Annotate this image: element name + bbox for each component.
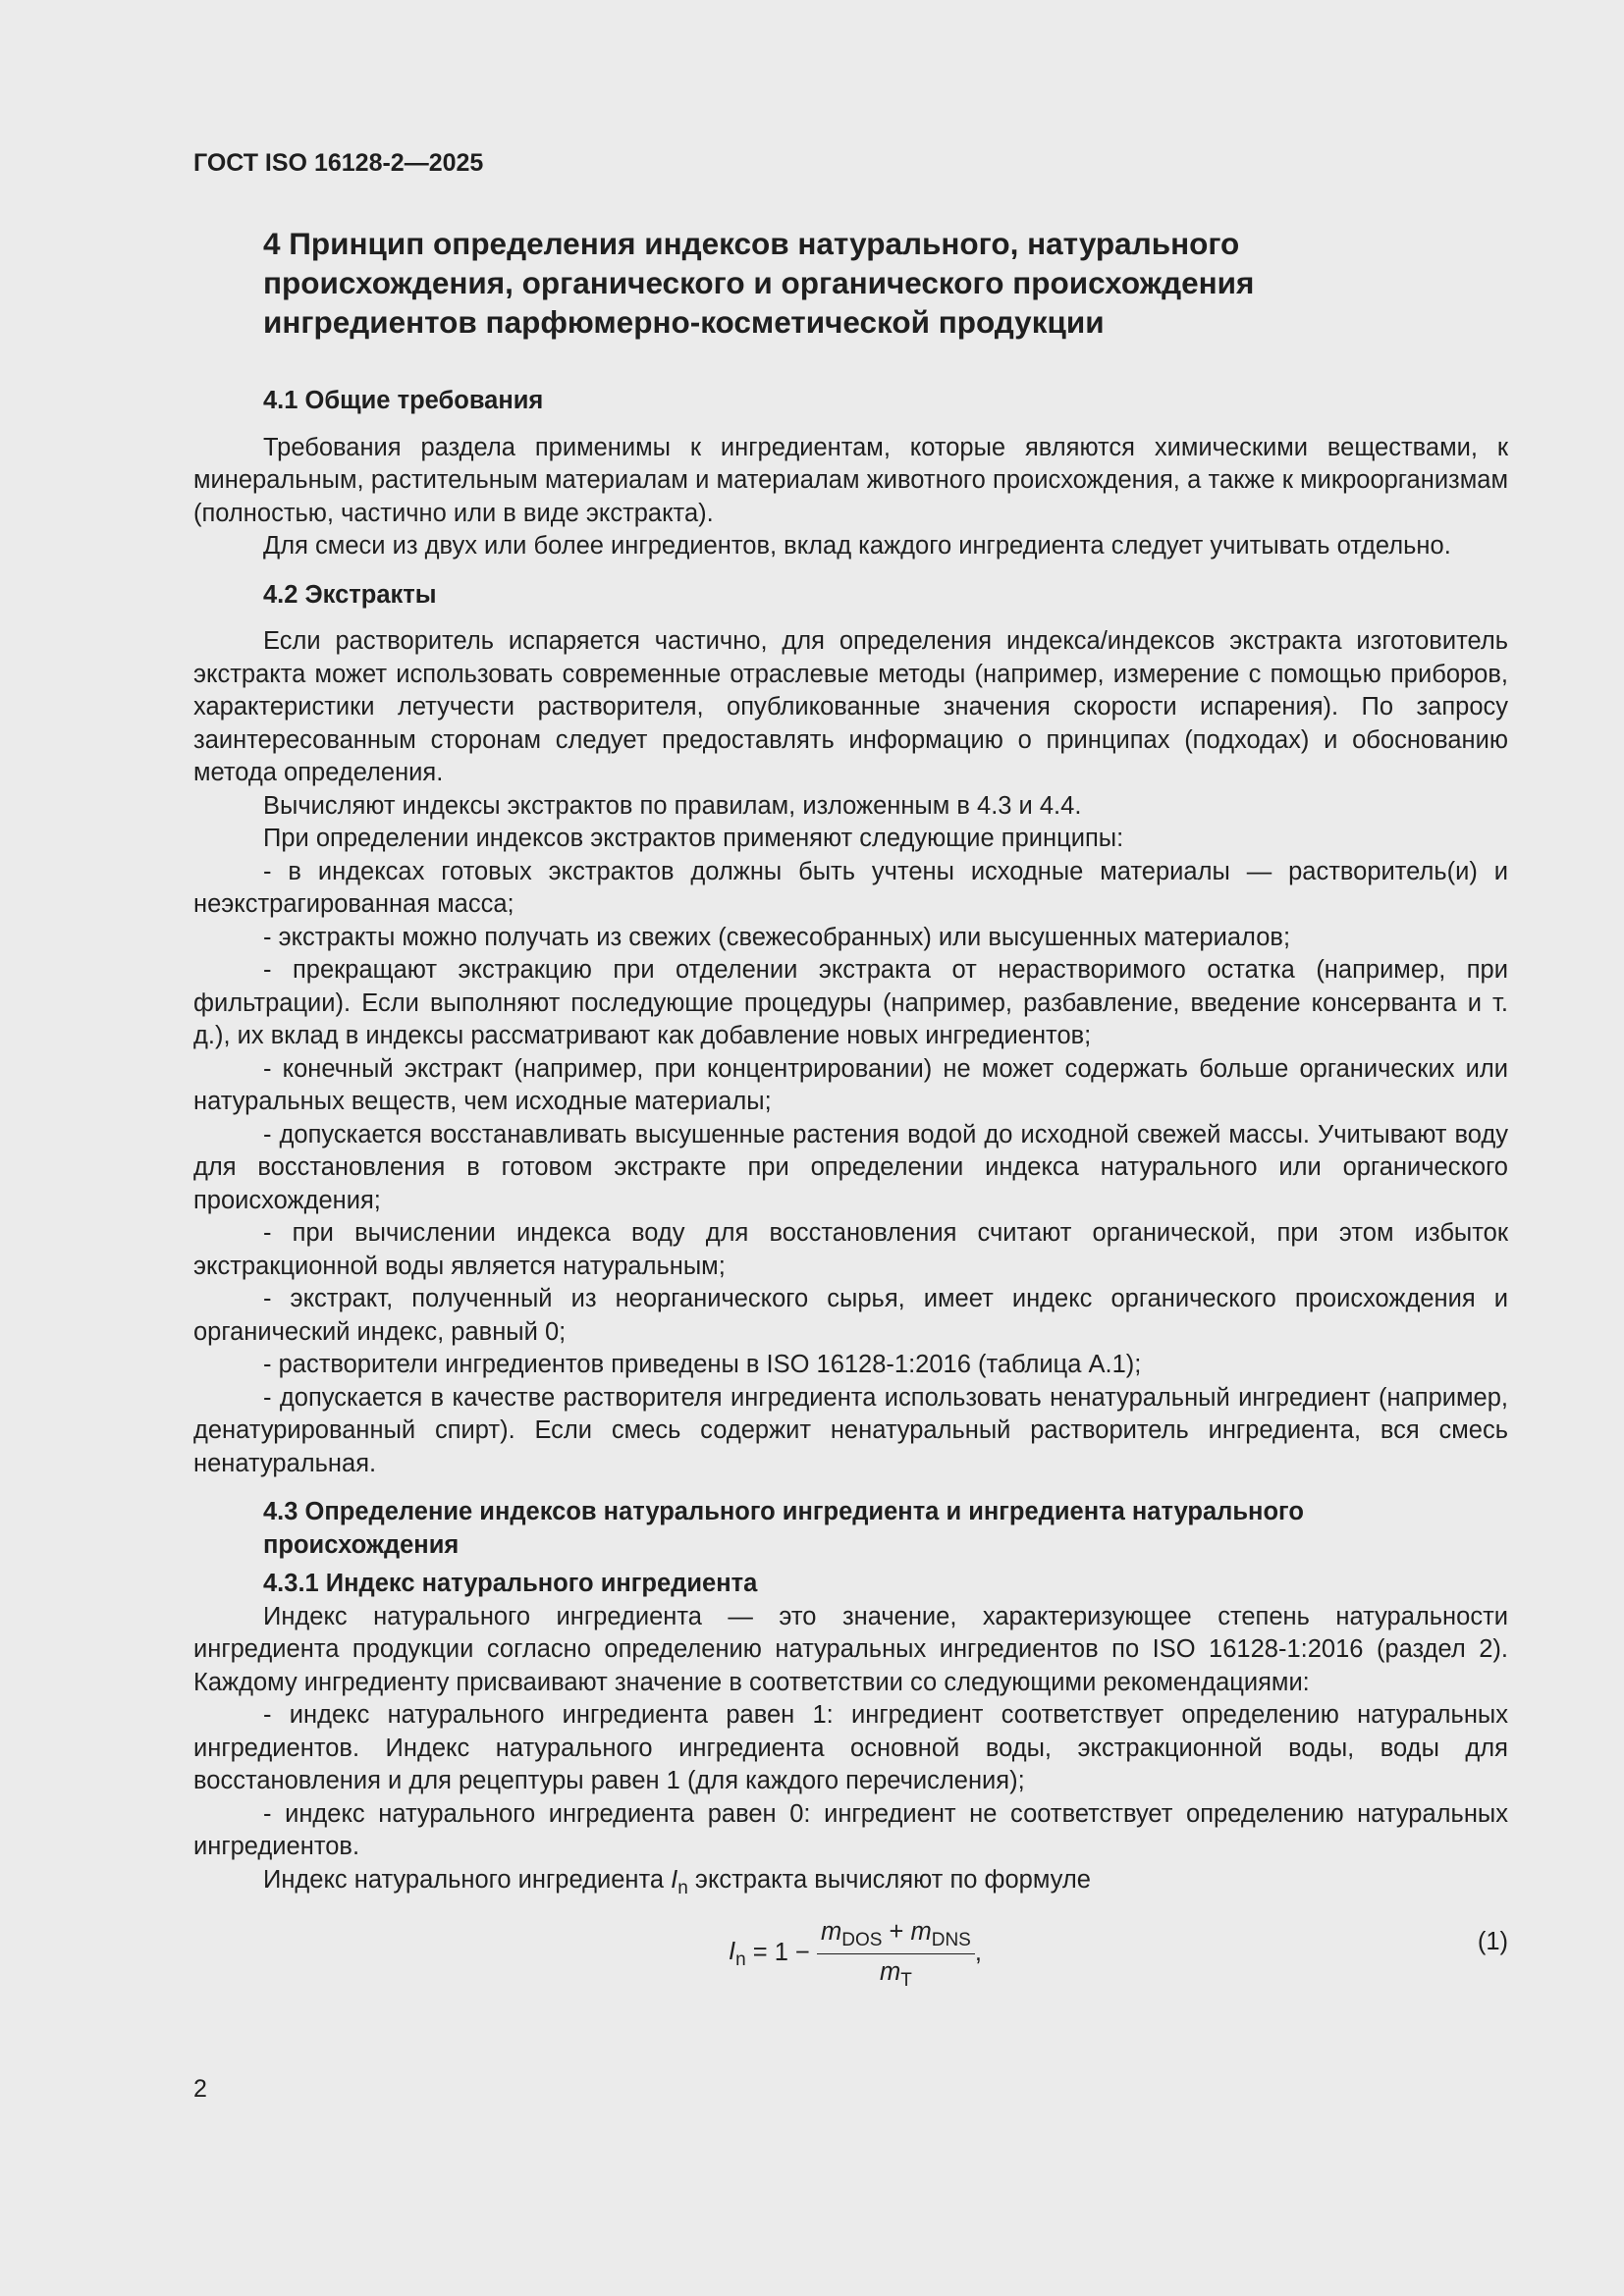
subsection-title-4-3-1: 4.3.1 Индекс натурального ингредиента: [263, 1570, 758, 1597]
subsection-title-4-3: [263, 1496, 1508, 1562]
list-item: - экстракт, полученный из неорганического сырья, имеет индекс органического происхождения и органический индекс, равный 0;: [193, 1285, 1508, 1346]
formula-numerator: $m_{DOS} + m_{DNS}$: [817, 1916, 975, 1954]
list-item: - конечный экстракт (например, при концентрировании) не может содержать больше органических или натуральных веществ, чем исходные материалы;: [193, 1054, 1508, 1115]
paragraph: Индекс натурального ингредиента — это значение, характеризующее степень натуральности ингредиента продукции согласно определению натуральных ингредиентов по ISO 16128-1:2016 (раздел 2). Каждому ингредиенту присваивают значение в соответствии со следующими рекомендациями:: [193, 1602, 1508, 1696]
paragraph: Для смеси из двух или более ингредиентов, вклад каждого ингредиента следует учитывать отдельно.: [263, 532, 1451, 560]
list-item: - прекращают экстракцию при отделении экстракта от нерастворимого остатка (например, при фильтрации). Если выполняют последующие процедуры (например, разбавление, введение консерванта и т. д.), их вклад в индексы рассматривают как добавление новых ингредиентов;: [193, 956, 1508, 1049]
formula-intro: Индекс натурального ингредиента $I_n$ экстракта вычисляют по формуле: [263, 1865, 1091, 1898]
document-header: ГОСТ ISO 16128-2—2025: [193, 149, 484, 177]
list-item: - индекс натурального ингредиента равен 0: ингредиент не соответствует определению натуральных ингредиентов.: [193, 1799, 1508, 1860]
formula-fraction: [817, 1916, 975, 1991]
list-item: - индекс натурального ингредиента равен 1: ингредиент соответствует определению натуральных ингредиентов. Индекс натурального ингредиента основной воды, экстракционной воды, воды для восстановления и для рецептуры равен 1 (для каждого перечисления);: [193, 1701, 1508, 1794]
document-body: [193, 224, 1508, 2002]
list-item: - при вычислении индекса воду для восстановления считают органической, при этом избыток экстракционной воды является натуральным;: [193, 1219, 1508, 1280]
paragraph: Если растворитель испаряется частично, для определения индекса/индексов экстракта изготовитель экстракта может использовать современные отраслевые методы (например, измерение с помощью приборов, характеристики летучести растворителя, опубликованные значения скорости испарения). По запросу заинтересованным сторонам следует предоставлять информацию о принципах (подходах) и обоснованию метода определения.: [193, 627, 1508, 786]
list-item: - экстракты можно получать из свежих (свежесобранных) или высушенных материалов;: [263, 923, 1291, 951]
section-title: 4 Принцип определения индексов натурального, натурального происхождения, органического и органического происхождения ингредиентов парфюмерно-косметической продукции: [263, 226, 1255, 340]
formula-denominator: $m_T$: [879, 1957, 912, 1991]
formula: $I_n = 1$ − $\frac{m_{DOS} + m_{DNS}}{m_T}$ ,: [729, 1918, 982, 1991]
subsection-title-line: 4.3 Определение индексов натурального ингредиента и ингредиента натурального: [263, 1498, 1304, 1525]
formula-block: [193, 1904, 1508, 2002]
list-item: - допускается в качестве растворителя ингредиента использовать ненатуральный ингредиент (например, денатурированный спирт). Если смесь содержит ненатуральный растворитель ингредиента, вся смесь ненатуральная.: [193, 1383, 1508, 1477]
page-number: 2: [193, 2075, 207, 2103]
paragraph: Требования раздела применимы к ингредиентам, которые являются химическими веществами, к минеральным, растительным материалам и материалам животного происхождения, а также к микроорганизмам (полностью, частично или в виде экстракта).: [193, 433, 1508, 527]
subsection-title-4-1: 4.1 Общие требования: [263, 387, 544, 414]
paragraph: При определении индексов экстрактов применяют следующие принципы:: [263, 825, 1124, 852]
paragraph: Вычисляют индексы экстрактов по правилам, изложенным в 4.3 и 4.4.: [263, 791, 1082, 820]
list-item: - в индексах готовых экстрактов должны быть учтены исходные материалы — растворитель(и) и неэкстрагированная масса;: [193, 857, 1508, 918]
list-item: - допускается восстанавливать высушенные растения водой до исходной свежей массы. Учитывают воду для восстановления в готовом экстракте при определении индекса натурального или органического происхождения;: [193, 1120, 1508, 1214]
list-item: - растворители ингредиентов приведены в ISO 16128-1:2016 (таблица А.1);: [263, 1351, 1142, 1378]
equation-number: (1): [1477, 1928, 1508, 1955]
subsection-title-line: происхождения: [263, 1530, 460, 1559]
subsection-title-4-2: 4.2 Экстракты: [263, 580, 437, 609]
